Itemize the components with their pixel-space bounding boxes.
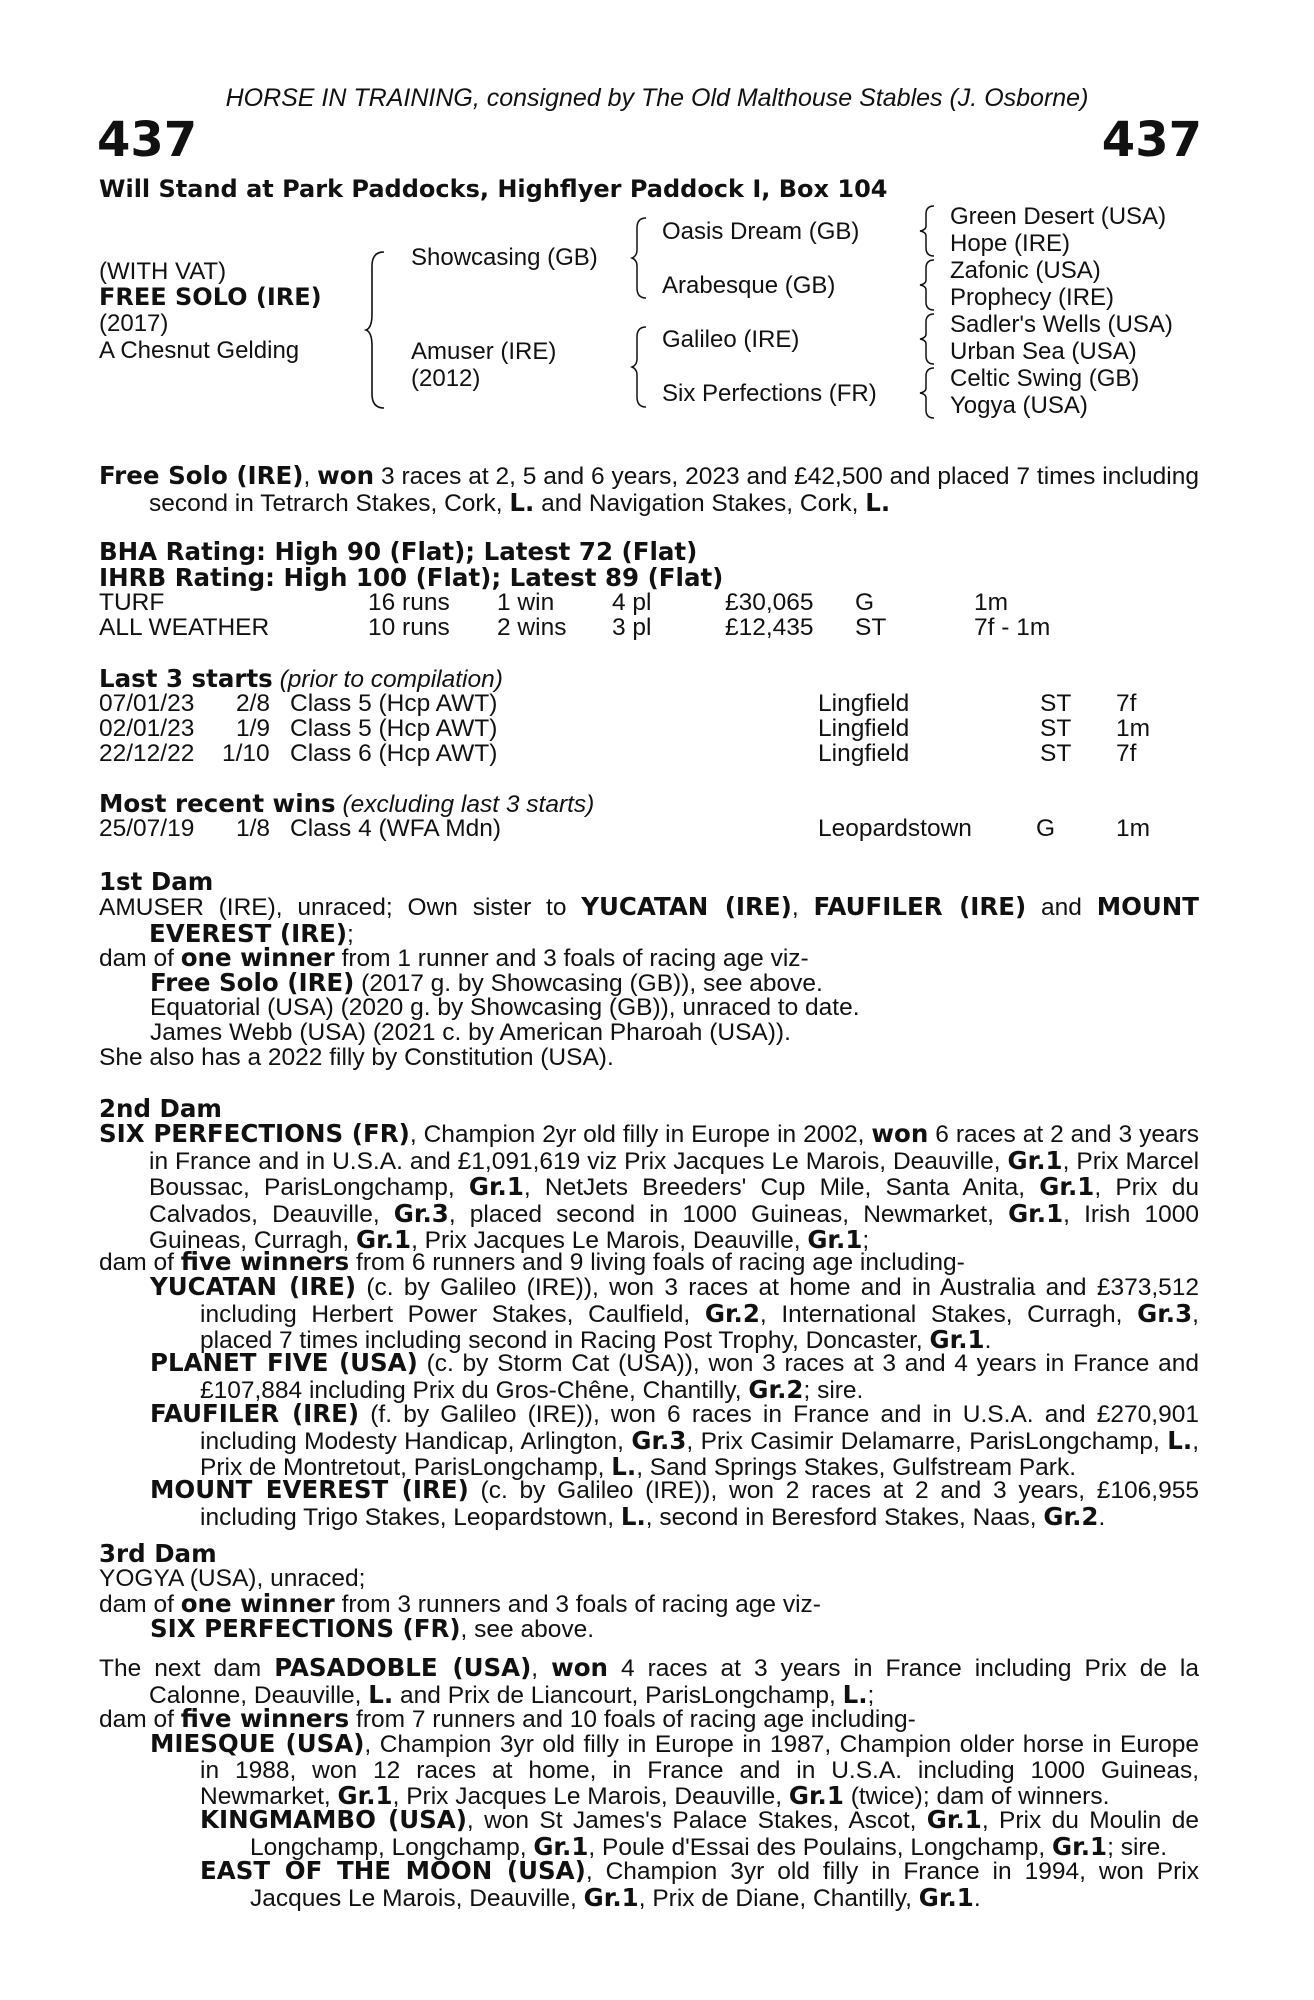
dam1-everest: EVEREST (IRE) <box>149 918 348 948</box>
nextdam-k2c: ; sire. <box>1107 1833 1168 1861</box>
nextdam-l1a: The next dam <box>99 1655 275 1682</box>
recent-wins-title: Most recent wins <box>99 789 336 818</box>
dam2-mount-entry <box>150 1477 1199 1530</box>
pedigree-brace-sire <box>630 216 650 300</box>
dam1-line1 <box>99 894 1199 947</box>
pedigree-brace-g3 <box>918 312 938 366</box>
dam2-l5a: Irish 1000 Guineas, Curragh, <box>149 1200 1199 1254</box>
horse-description: A Chesnut Gelding <box>99 337 300 364</box>
nextdam-kingmambo-entry <box>200 1807 1199 1860</box>
dam1-faufiler: FAUFILER (IRE) <box>813 892 1027 921</box>
lot-number-left: 437 <box>97 112 198 168</box>
nextdam-dot: . <box>973 1884 981 1912</box>
dam2-y2a: including Herbert Power Stakes, Caulfield, <box>200 1300 705 1328</box>
dam2-f1: (f. by Galileo (IRE)), won 6 races in France and in U.S.A. and £270,901 <box>359 1401 1199 1428</box>
dam1-text-a: AMUSER (IRE), unraced; Own sister to <box>99 894 582 921</box>
nextdam-k2b: , Poule d'Essai des Poulains, Longchamp, <box>588 1833 1053 1861</box>
nextdam-east-of-the-moon: EAST OF THE MOON (USA) <box>200 1856 586 1885</box>
dam2-p2: £107,884 including Prix du Gros-Chêne, Chantilly, <box>200 1376 749 1404</box>
summary-won: won <box>317 461 375 490</box>
dam1-l4b: (2017 g. by Showcasing (GB)), see above. <box>354 970 823 997</box>
last-start-pos-0: 2/8 <box>236 690 271 717</box>
dam2-planet-entry <box>150 1350 1199 1403</box>
ihrb-rating: IHRB Rating: High 100 (Flat); Latest 89 (Flat) <box>99 563 724 592</box>
dam1-yucatan: YUCATAN (IRE) <box>581 892 792 921</box>
dam3-line1: YOGYA (USA), unraced; <box>99 1565 366 1592</box>
horse-year: (2017) <box>99 310 169 337</box>
summary-line2a: including second in Tetrarch Stakes, Cork, <box>149 463 1200 517</box>
dam2-f3b: , Sand Springs Stakes, Gulfstream Park. <box>636 1454 1077 1481</box>
dam2-gr1-d: Gr.1 <box>1008 1198 1064 1228</box>
nextdam-gr1-d: Gr.1 <box>533 1831 589 1861</box>
nextdam-mi3c: (twice); dam of winners. <box>843 1783 1110 1810</box>
nextdam-k2a: Longchamp, Longchamp, <box>250 1833 534 1861</box>
gs-1: Green Desert (USA) <box>950 203 1167 230</box>
dam2-gr1-a: Gr.1 <box>1007 1145 1063 1175</box>
dam2-body <box>99 1121 1199 1254</box>
dam1-heading: 1st Dam <box>99 867 214 896</box>
dam2-p2b: ; sire. <box>803 1376 864 1404</box>
dam2-listed-a: L. <box>1167 1425 1193 1455</box>
nextdam-eastmoon-entry <box>200 1858 1199 1911</box>
vat-note: (WITH VAT) <box>99 258 227 285</box>
dam2-listed-b: L. <box>611 1452 637 1481</box>
dam2-dot-b: . <box>1098 1503 1106 1531</box>
dam1-free-solo: Free Solo (IRE) <box>150 968 355 997</box>
last-start-dist-0: 7f <box>1116 690 1137 717</box>
surface-distance-1: 7f - 1m <box>974 614 1051 641</box>
pedigree-brace-g4 <box>918 366 938 420</box>
last-start-class-2: Class 6 (Hcp AWT) <box>290 740 498 767</box>
dam3-line3 <box>150 1616 594 1643</box>
dam1-l3b: from 1 runner and 3 foals of racing age viz- <box>334 945 809 972</box>
last-starts-note: (prior to compilation) <box>279 666 503 693</box>
nextdam-mi3b: , Prix Jacques Le Marois, Deauville, <box>392 1783 789 1810</box>
dam-dam: Six Perfections (FR) <box>662 380 877 407</box>
surface-distance-0: 1m <box>974 589 1009 616</box>
dam1-semi: ; <box>347 920 354 948</box>
last-start-date-2: 22/12/22 <box>99 740 195 767</box>
surface-going-1: ST <box>855 614 887 641</box>
nextdam-miesque: MIESQUE (USA) <box>150 1729 365 1758</box>
nextdam-e1: , Champion 3yr old filly in France in 1994, won Prix <box>585 1858 1199 1885</box>
surface-surface-0: TURF <box>99 589 165 616</box>
dam2-f2b: , Prix Casimir Delamarre, ParisLongchamp, <box>686 1427 1160 1455</box>
nextdam-l2b: and Prix de Liancourt, ParisLongchamp, <box>393 1681 843 1709</box>
surface-runs-1: 10 runs <box>368 614 450 641</box>
pedigree-brace-g2 <box>918 258 938 312</box>
surface-earnings-1: £12,435 <box>725 614 814 641</box>
nextdam-l3a: dam of <box>99 1706 181 1733</box>
last-start-dist-2: 7f <box>1116 740 1137 767</box>
nextdam-gr1-g: Gr.1 <box>918 1882 974 1912</box>
dam2-gr2-c: Gr.2 <box>1043 1501 1099 1531</box>
nextdam-l3b: from 7 runners and 10 foals of racing age including- <box>349 1706 916 1733</box>
nextdam-mi3a: Newmarket, <box>200 1783 338 1810</box>
dam2-gr2-a: Gr.2 <box>704 1298 760 1328</box>
bha-rating: BHA Rating: High 90 (Flat); Latest 72 (Flat) <box>99 537 698 566</box>
dam-sire: Galileo (IRE) <box>662 326 800 353</box>
nextdam-gr1-e: Gr.1 <box>1052 1831 1108 1861</box>
dam2-l1b: 6 races at 2 and 3 <box>928 1121 1133 1148</box>
dam2-comma-c: , <box>1192 1300 1199 1328</box>
surface-placed-0: 4 pl <box>612 589 652 616</box>
dam1-line5: Equatorial (USA) (2020 g. by Showcasing (GB)), unraced to date. <box>150 994 860 1021</box>
nextdam-gr1-b: Gr.1 <box>788 1781 844 1810</box>
dam2-mount: MOUNT EVEREST (IRE) <box>150 1475 469 1504</box>
surface-runs-0: 16 runs <box>368 589 450 616</box>
nextdam-e2a: Jacques Le Marois, Deauville, <box>250 1884 584 1912</box>
dam2-m2: including Trigo Stakes, Leopardstown, <box>200 1503 621 1531</box>
dam2-listed-c: L. <box>620 1501 646 1531</box>
surface-wins-0: 1 win <box>497 589 555 616</box>
dam2-comma-a: , <box>1062 1147 1070 1175</box>
race-summary <box>99 463 1199 516</box>
dam2-won: won <box>871 1119 929 1148</box>
surface-surface-1: ALL WEATHER <box>99 614 270 641</box>
gs-8: Yogya (USA) <box>950 392 1088 419</box>
dam2-gr3-b: Gr.3 <box>1137 1298 1193 1328</box>
recent-win-dist-0: 1m <box>1116 815 1151 842</box>
last-start-dist-1: 1m <box>1116 715 1151 742</box>
dam2-l3b: , NetJets Breeders' Cup Mile, Santa Anita, <box>523 1174 1026 1201</box>
dam2-l3a: Prix Marcel Boussac, ParisLongchamp, <box>149 1147 1200 1201</box>
dam2-faufiler-entry <box>150 1401 1199 1481</box>
nextdam-k1a: , won St James's Palace Stakes, Ascot, <box>466 1807 927 1834</box>
dam2-gr1-c: Gr.1 <box>1039 1172 1095 1201</box>
last-start-course-2: Lingfield <box>818 740 910 767</box>
recent-win-class-0: Class 4 (WFA Mdn) <box>290 815 502 842</box>
nextdam-listed-a: L. <box>368 1679 394 1709</box>
nextdam-kingmambo: KINGMAMBO (USA) <box>200 1805 467 1834</box>
dam2-gr1-g: Gr.1 <box>929 1325 985 1354</box>
stand-info: Will Stand at Park Paddocks, Highflyer Paddock I, Box 104 <box>99 175 888 203</box>
dam2-planet: PLANET FIVE (USA) <box>150 1348 418 1377</box>
dam1-line7: She also has a 2022 filly by Constitution (USA). <box>99 1044 614 1071</box>
summary-listed-2: L. <box>865 487 891 517</box>
dam2-f3a: , Prix de Montretout, ParisLongchamp, <box>200 1427 1199 1481</box>
dam1-mount: MOUNT <box>1096 892 1200 921</box>
nextdam-semi: ; <box>867 1681 875 1709</box>
sire-dam: Arabesque (GB) <box>662 272 836 299</box>
dam2-five-winners: five winners <box>180 1247 350 1276</box>
last-start-pos-2: 1/10 <box>222 740 270 767</box>
last-start-course-1: Lingfield <box>818 715 910 742</box>
last-start-going-2: ST <box>1040 740 1072 767</box>
horse-name: FREE SOLO (IRE) <box>99 283 322 311</box>
recent-win-course-0: Leopardstown <box>818 815 972 842</box>
nextdam-l2a: Calonne, Deauville, <box>149 1681 369 1709</box>
dam2-l1a: , Champion 2yr old filly in Europe in 2002, <box>409 1121 872 1148</box>
last-starts-heading <box>99 666 503 693</box>
recent-wins-heading <box>99 791 594 818</box>
gs-7: Celtic Swing (GB) <box>950 365 1140 392</box>
gs-5: Sadler's Wells (USA) <box>950 311 1173 338</box>
recent-win-going-0: G <box>1036 815 1056 842</box>
dam-year: (2012) <box>411 365 481 392</box>
summary-horse-name: Free Solo (IRE) <box>99 461 304 490</box>
nextdam-gr1-a: Gr.1 <box>337 1781 393 1810</box>
dam3-heading: 3rd Dam <box>99 1539 217 1568</box>
recent-wins-note: (excluding last 3 starts) <box>342 791 595 818</box>
last-start-going-1: ST <box>1040 715 1072 742</box>
dam2-yucatan-entry <box>150 1274 1199 1354</box>
dam2-semi: ; <box>862 1227 870 1254</box>
last-start-date-0: 07/01/23 <box>99 690 195 717</box>
dam3-l2a: dam of <box>99 1591 181 1618</box>
dam2-l5b: , Prix Jacques Le Marois, Deauville, <box>411 1227 808 1254</box>
surface-earnings-0: £30,065 <box>725 589 814 616</box>
nextdam-k1b: , Prix du Moulin de <box>981 1807 1199 1834</box>
last-start-class-0: Class 5 (Hcp AWT) <box>290 690 498 717</box>
surface-wins-1: 2 wins <box>497 614 567 641</box>
pedigree-brace-main <box>364 250 388 410</box>
dam2-y2b: , International Stakes, Curragh, <box>759 1300 1138 1328</box>
dam-name: Amuser (IRE) <box>411 338 557 365</box>
dam2-l6a: dam of <box>99 1249 181 1276</box>
dam2-gr1-e: Gr.1 <box>356 1225 412 1254</box>
nextdam-mi1: , Champion 3yr old filly in Europe in 1987, Champion older horse in <box>364 1731 1112 1758</box>
nextdam-e2b: , Prix de Diane, Chantilly, <box>638 1884 919 1912</box>
summary-comma: , <box>303 463 311 490</box>
dam1-l3a: dam of <box>99 945 181 972</box>
dam2-l6b: from 6 runners and 9 living foals of racing age including- <box>349 1249 965 1276</box>
dam2-faufiler: FAUFILER (IRE) <box>150 1399 360 1428</box>
dam1-line6: James Webb (USA) (2021 c. by American Pharoah (USA)). <box>150 1019 791 1046</box>
summary-listed-1: L. <box>509 487 535 517</box>
dam2-m1: (c. by Galileo (IRE)), won 2 races at 2 and 3 years, £106,955 <box>468 1477 1199 1504</box>
dam2-comma-b: , <box>1063 1200 1070 1228</box>
last-starts-title: Last 3 starts <box>99 664 273 693</box>
nextdam-gr1-c: Gr.1 <box>926 1805 982 1834</box>
nextdam-comma: , <box>531 1655 539 1682</box>
summary-line1: 3 races at 2, 5 and 6 years, 2023 and £42,500 and placed 7 times <box>374 463 1096 490</box>
dam2-gr3-a: Gr.3 <box>393 1198 449 1228</box>
dam2-dot-a: . <box>984 1327 992 1354</box>
dam2-name: SIX PERFECTIONS (FR) <box>99 1119 410 1148</box>
dam2-m2b: , second in Beresford Stakes, Naas, <box>645 1503 1044 1531</box>
nextdam-intro <box>99 1655 1199 1708</box>
dam2-yucatan: YUCATAN (IRE) <box>150 1272 357 1301</box>
nextdam-gr1-f: Gr.1 <box>583 1882 639 1912</box>
gs-2: Hope (IRE) <box>950 230 1071 257</box>
gs-3: Zafonic (USA) <box>950 257 1101 284</box>
dam2-l2a: years in France and in U.S.A. and £1,091,619 viz Prix Jacques Le Marois, Deauville, <box>149 1121 1199 1175</box>
nextdam-l1b: 4 races at 3 years in France including Prix de la <box>608 1655 1200 1682</box>
dam2-heading: 2nd Dam <box>99 1094 222 1123</box>
sire-name: Showcasing (GB) <box>411 244 598 271</box>
dam1-and: and <box>1026 894 1097 921</box>
nextdam-mi2: Europe in 1988, won 12 races at home, in France and in U.S.A. including 1000 Guineas, <box>200 1731 1199 1784</box>
last-start-course-0: Lingfield <box>818 690 910 717</box>
surface-placed-1: 3 pl <box>612 614 652 641</box>
sire-sire: Oasis Dream (GB) <box>662 218 860 245</box>
dam1-one-winner: one winner <box>180 943 335 972</box>
last-start-going-0: ST <box>1040 690 1072 717</box>
nextdam-five-winners: five winners <box>180 1704 350 1733</box>
last-start-pos-1: 1/9 <box>236 715 271 742</box>
dam2-p1: (c. by Storm Cat (USA)), won 3 races at 3 and 4 years in France and <box>417 1350 1199 1377</box>
dam3-one-winner: one winner <box>180 1589 335 1618</box>
recent-win-date-0: 25/07/19 <box>99 815 195 842</box>
lot-number-right: 437 <box>1101 112 1202 168</box>
dam2-f2: including Modesty Handicap, Arlington, <box>200 1427 632 1455</box>
dam2-l4b: , placed second in 1000 Guineas, Newmarket, <box>448 1200 1009 1228</box>
gs-6: Urban Sea (USA) <box>950 338 1137 365</box>
dam3-l2b: from 3 runners and 3 foals of racing age viz- <box>334 1591 821 1618</box>
dam2-gr1-b: Gr.1 <box>468 1172 524 1201</box>
dam2-y3: placed 7 times including second in Racing Post Trophy, Doncaster, <box>200 1327 930 1354</box>
dam2-gr3-c: Gr.3 <box>631 1425 687 1455</box>
nextdam-name: PASADOBLE (USA) <box>274 1653 532 1682</box>
last-start-class-1: Class 5 (Hcp AWT) <box>290 715 498 742</box>
dam2-gr1-f: Gr.1 <box>807 1225 863 1254</box>
last-start-date-1: 02/01/23 <box>99 715 195 742</box>
dam2-gr2-b: Gr.2 <box>748 1374 804 1404</box>
nextdam-miesque-entry <box>150 1731 1199 1810</box>
dam3-six-perfections: SIX PERFECTIONS (FR) <box>150 1614 461 1643</box>
recent-win-pos-0: 1/8 <box>236 815 271 842</box>
dam1-line4 <box>150 970 823 997</box>
nextdam-listed-b: L. <box>842 1679 868 1709</box>
gs-4: Prophecy (IRE) <box>950 284 1115 311</box>
consignment-line: HORSE IN TRAINING, consigned by The Old Malthouse Stables (J. Osborne) <box>225 84 1089 112</box>
pedigree-brace-dam <box>630 325 650 409</box>
dam2-y1: (c. by Galileo (IRE)), won 3 races at home and in Australia and £373,512 <box>356 1274 1200 1301</box>
dam2-l4a: , Prix du Calvados, Deauville, <box>149 1174 1199 1228</box>
summary-line2b: and Navigation Stakes, Cork, <box>534 489 866 517</box>
surface-going-0: G <box>855 589 875 616</box>
nextdam-won: won <box>551 1653 608 1682</box>
pedigree-brace-g1 <box>918 204 938 258</box>
dam1-comma: , <box>791 894 814 921</box>
dam3-l3b: , see above. <box>460 1616 595 1643</box>
